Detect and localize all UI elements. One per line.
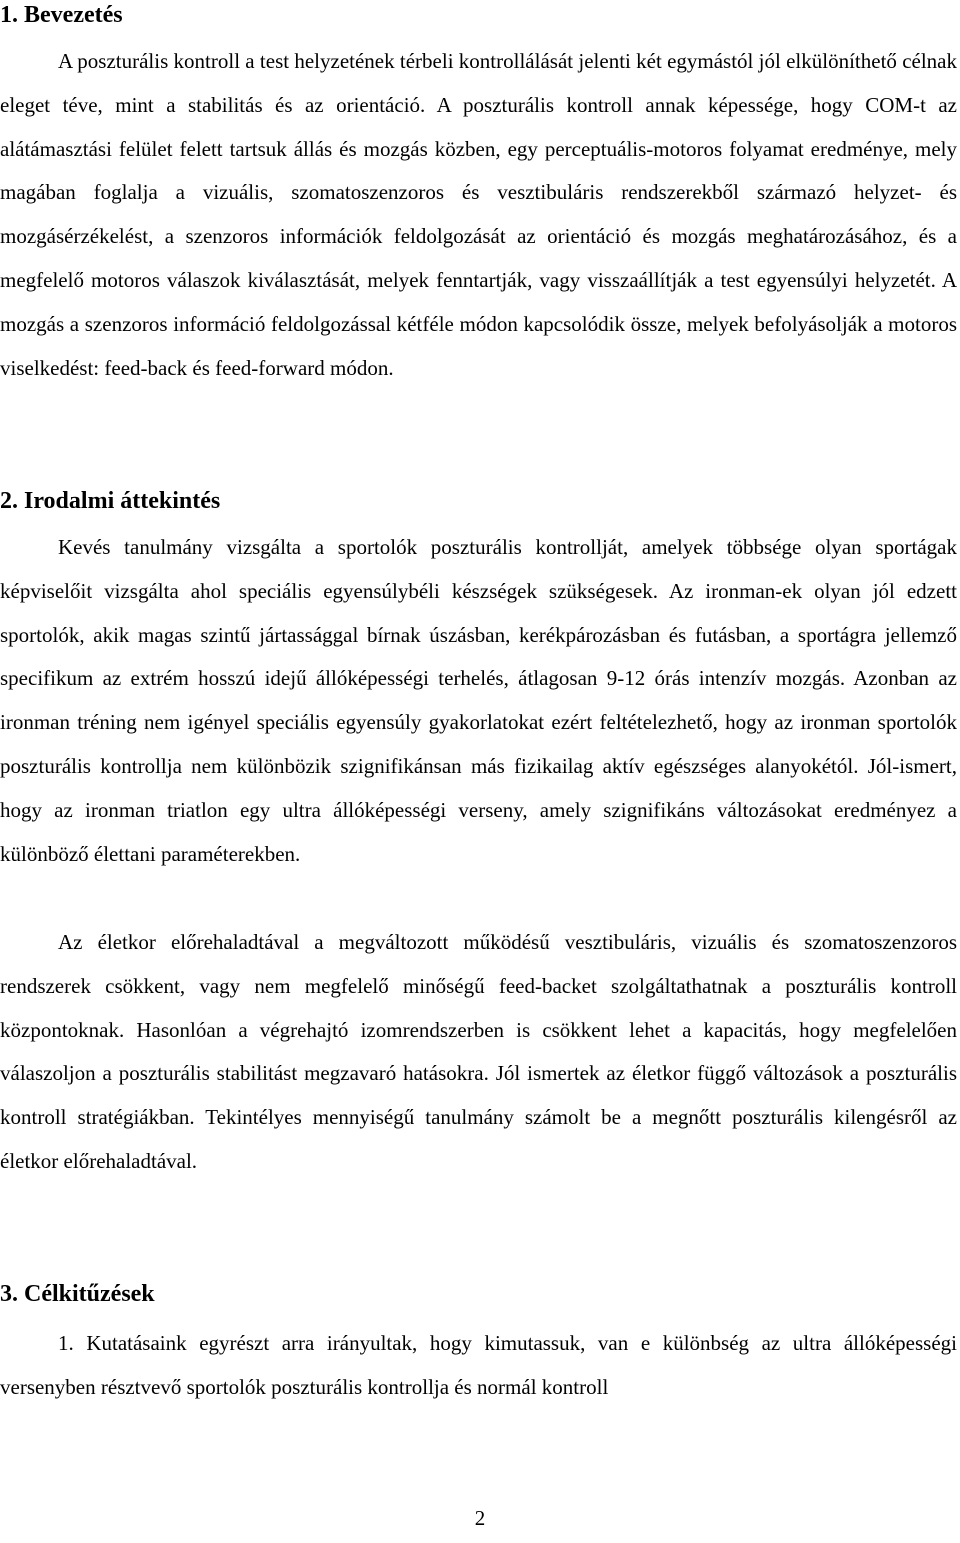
page-number: 2 bbox=[474, 1506, 486, 1530]
section-paragraph-literature-review-1: Kevés tanulmány vizsgálta a sportolók poszturális kontrollját, amelyek többsége olyan sportágak képviselőit vizsgálta ahol speciális egyensúlybéli készségek szükségesek. Az ironman-ek olyan jól edzett sportolók, akik magas szintű jártassággal bírnak úszásban, kerékpározásban és futásban, a sportágra jellemző specifikum az extrém hosszú idejű állóképességi terhelés, átlagosan 9-12 órás intenzív mozgás. Azonban az ironman tréning nem igényel speciális egyensúly gyakorlatokat ezért feltételezhető, hogy az ironman sportolók poszturális kontrollja nem különbözik szignifikánsan más fizikailag aktív egészséges alanyokétól. Jól-ismert, hogy az ironman triatlon egy ultra állóképességi verseny, amely szignifikáns változásokat eredményez a különböző élettani paraméterekben. bbox=[0, 535, 957, 866]
section-heading-introduction: 1. Bevezetés bbox=[0, 2, 123, 28]
section-paragraph-introduction: A poszturális kontroll a test helyzetének térbeli kontrollálását jelenti két egymástól jól elkülöníthető célnak eleget téve, mint a stabilitás és az orientáció. A poszturális kontroll annak képessége, hogy COM-t az alátámasztási felület felett tartsuk állás és mozgás közben, egy perceptuális-motoros folyamat eredménye, mely magában foglalja a vizuális, szomatoszenzoros és vesztibuláris rendszerekből származó helyzet- és mozgásérzékelést, a szenzoros információk feldolgozását az orientáció és mozgás meghatározásához, és a megfelelő motoros válaszok kiválasztását, melyek fenntartják, vagy visszaállítják a test egyensúlyi helyzetét. A mozgás a szenzoros információ feldolgozással kétféle módon kapcsolódik össze, melyek befolyásolják a motoros viselkedést: feed-back és feed-forward módon. bbox=[0, 49, 957, 380]
section-heading-objectives: 3. Célkitűzések bbox=[0, 1281, 155, 1307]
section-paragraph-objectives: 1. Kutatásaink egyrészt arra irányultak, hogy kimutassuk, van e különbség az ultra állóképességi versenyben résztvevő sportolók poszturális kontrollja és normál kontroll bbox=[0, 1331, 957, 1399]
section-heading-literature-review: 2. Irodalmi áttekintés bbox=[0, 488, 221, 514]
section-paragraph-literature-review-2: Az életkor előrehaladtával a megváltozott működésű vesztibuláris, vizuális és szomatoszenzoros rendszerek csökkent, vagy nem megfelelő minőségű feed-backet szolgáltathatnak a poszturális kontroll központoknak. Hasonlóan a végrehajtó izomrendszerben is csökkent lehet a kapacitás, hogy megfelelően válaszoljon a poszturális stabilitást megzavaró hatásokra. Jól ismertek az életkor függő változások a poszturális kontroll stratégiákban. Tekintélyes mennyiségű tanulmány számolt be a megnőtt poszturális kilengésről az életkor előrehaladtával. bbox=[0, 930, 957, 1173]
